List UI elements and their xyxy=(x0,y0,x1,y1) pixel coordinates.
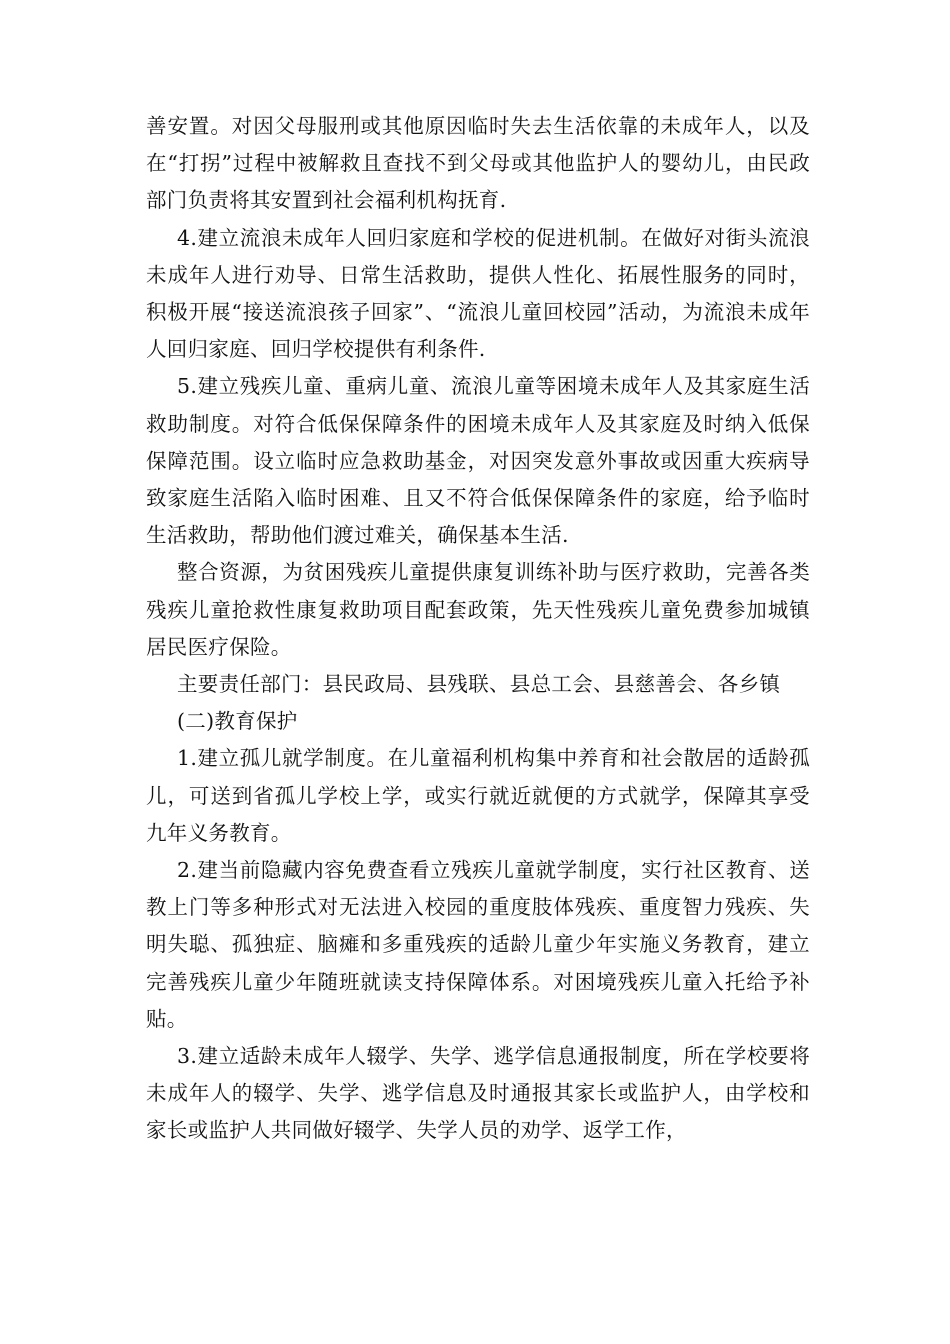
paragraph-1: 善安置。对因父母服刑或其他原因临时失去生活依靠的未成年人，以及在“打拐”过程中被解救且查找不到父母或其他监护人的婴幼儿，由民政部门负责将其安置到社会福利机构抚育. xyxy=(146,114,810,213)
paragraph-7: 1.建立孤儿就学制度。在儿童福利机构集中养育和社会散居的适龄孤儿，可送到省孤儿学校上学，或实行就近就便的方式就学，保障其享受九年义务教育。 xyxy=(146,746,810,845)
document-body xyxy=(146,108,810,1150)
paragraph-3: 5.建立残疾儿童、重病儿童、流浪儿童等困境未成年人及其家庭生活救助制度。对符合低保保障条件的困境未成年人及其家庭及时纳入低保保障范围。设立临时应急救助基金，对因突发意外事故或因重大疾病导致家庭生活陷入临时困难、且又不符合低保保障条件的家庭，给予临时生活救助，帮助他们渡过难关，确保基本生活. xyxy=(146,374,810,548)
paragraph-8: 2.建当前隐藏内容免费查看立残疾儿童就学制度，实行社区教育、送教上门等多种形式对无法进入校园的重度肢体残疾、重度智力残疾、失明失聪、孤独症、脑瘫和多重残疾的适龄儿童少年实施义务教育，建立完善残疾儿童少年随班就读支持保障体系。对困境残疾儿童入托给予补贴。 xyxy=(146,858,810,1031)
paragraph-9: 3.建立适龄未成年人辍学、失学、逃学信息通报制度，所在学校要将未成年人的辍学、失学、逃学信息及时通报其家长或监护人，由学校和家长或监护人共同做好辍学、失学人员的劝学、返学工作， xyxy=(146,1044,810,1143)
paragraph-4: 整合资源，为贫困残疾儿童提供康复训练补助与医疗救助，完善各类残疾儿童抢救性康复救助项目配套政策，先天性残疾儿童免费参加城镇居民医疗保险。 xyxy=(146,560,810,659)
paragraph-5: 主要责任部门：县民政局、县残联、县总工会、县慈善会、各乡镇 xyxy=(177,672,781,697)
paragraph-2: 4.建立流浪未成年人回归家庭和学校的促进机制。在做好对街头流浪未成年人进行劝导、日常生活救助，提供人性化、拓展性服务的同时，积极开展“接送流浪孩子回家”、“流浪儿童回校园”活动，为流浪未成年人回归家庭、回归学校提供有利条件. xyxy=(146,225,810,362)
section-heading-education: (二)教育保护 xyxy=(177,709,298,734)
